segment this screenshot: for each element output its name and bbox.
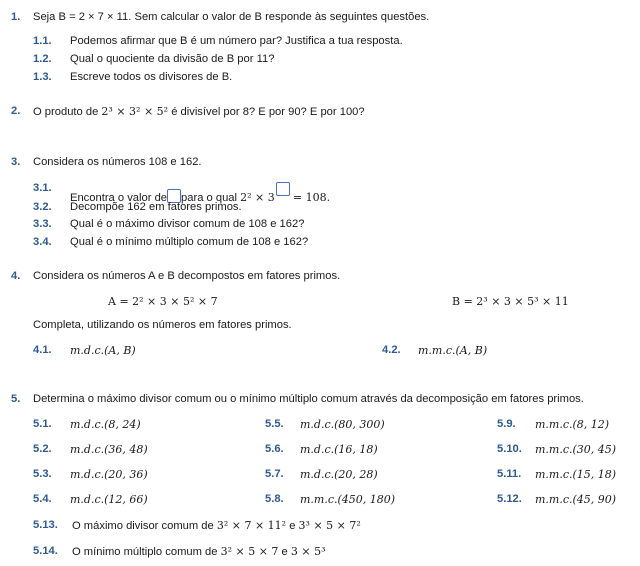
q3-1-pre: Encontra o valor de [70, 192, 168, 204]
q5-5-expr: m.d.c.(80, 300) [300, 418, 385, 431]
q1-3-number: 1.3. [33, 71, 52, 83]
q5-2-number: 5.2. [33, 443, 52, 455]
q1-1-number: 1.1. [33, 35, 52, 47]
q1-1-text: Podemos afirmar que B é um número par? Justifica a tua resposta. [70, 35, 403, 47]
q2-text [33, 105, 365, 118]
q3-2-number: 3.2. [33, 201, 52, 213]
q1-2-number: 1.2. [33, 53, 52, 65]
q1-2-text: Qual o quociente da divisão de B por 11? [70, 53, 275, 65]
q2-pre: O produto de [33, 106, 99, 118]
q3-4-number: 3.4. [33, 236, 52, 248]
q5-7-expr: m.d.c.(20, 28) [300, 468, 378, 481]
q5-13-number: 5.13. [33, 519, 58, 531]
q4-instruction: Completa, utilizando os números em fatores primos. [33, 319, 292, 331]
q5-14-text [72, 545, 326, 558]
q5-14-pre: O mínimo múltiplo comum de [72, 546, 218, 558]
q5-10-expr: m.m.c.(30, 45) [535, 443, 617, 456]
q4-number: 4. [11, 270, 21, 282]
q5-6-number: 5.6. [265, 443, 284, 455]
q2-post: é divisível por 8? E por 90? E por 100? [171, 106, 365, 118]
q5-13-text [72, 519, 361, 532]
q5-14-b: 3 × 5³ [290, 545, 326, 558]
q1-text: Seja B = 2 × 7 × 11. Sem calcular o valor de B responde às seguintes questões. [33, 11, 430, 23]
q5-13-a: 3² × 7 × 11² [216, 519, 287, 532]
q3-3-number: 3.3. [33, 218, 52, 230]
q4-equation-b: B = 2³ × 3 × 5³ × 11 [452, 295, 569, 308]
q5-14-a: 3² × 5 × 7 [220, 545, 279, 558]
q4-equation-a: A = 2² × 3 × 5² × 7 [108, 295, 218, 308]
q5-8-number: 5.8. [265, 493, 284, 505]
q5-text: Determina o máximo divisor comum ou o mínimo múltiplo comum através da decomposição em fatores primos. [33, 393, 584, 405]
q4-1-number: 4.1. [33, 344, 52, 356]
q3-text: Considera os números 108 e 162. [33, 156, 202, 168]
q4-2-number: 4.2. [382, 344, 401, 356]
q1-number: 1. [11, 11, 21, 23]
q3-1-mid: para o qual [181, 192, 238, 204]
q5-11-expr: m.m.c.(15, 18) [535, 468, 617, 481]
q3-1-number: 3.1. [33, 182, 52, 194]
q4-2-expr: m.m.c.(A, B) [418, 344, 488, 357]
q2-factors: 2³ × 3² × 5² [101, 105, 169, 118]
q5-10-number: 5.10. [497, 443, 522, 455]
q5-1-number: 5.1. [33, 418, 52, 430]
q5-2-expr: m.d.c.(36, 48) [70, 443, 148, 456]
q5-12-number: 5.12. [497, 493, 522, 505]
q5-14-number: 5.14. [33, 545, 58, 557]
q5-3-expr: m.d.c.(20, 36) [70, 468, 148, 481]
q5-3-number: 5.3. [33, 468, 52, 480]
q1 [11, 11, 20, 23]
q3-4-text: Qual é o mínimo múltiplo comum de 108 e 162? [70, 236, 309, 248]
q5-1-expr: m.d.c.(8, 24) [70, 418, 141, 431]
q5-5-number: 5.5. [265, 418, 284, 430]
q4-1-expr: m.d.c.(A, B) [70, 344, 136, 357]
q3-3-text: Qual é o máximo divisor comum de 108 e 162? [70, 218, 305, 230]
q3-number: 3. [11, 156, 21, 168]
q5-13-pre: O máximo divisor comum de [72, 520, 214, 532]
q3-1-eq: = 108. [292, 191, 331, 204]
q5-8-expr: m.m.c.(450, 180) [300, 493, 396, 506]
q5-number: 5. [11, 393, 21, 405]
q5-9-expr: m.m.c.(8, 12) [535, 418, 610, 431]
q4-text: Considera os números A e B decompostos em fatores primos. [33, 270, 341, 282]
q5-4-number: 5.4. [33, 493, 52, 505]
q5-4-expr: m.d.c.(12, 66) [70, 493, 148, 506]
q1-3-text: Escreve todos os divisores de B. [70, 71, 233, 83]
q5-13-mid: e [289, 520, 296, 532]
q5-7-number: 5.7. [265, 468, 284, 480]
q3-2-text: Decompõe 162 em fatores primos. [70, 201, 242, 213]
q3-1-expr: 2² × 3 [240, 191, 275, 204]
q5-9-number: 5.9. [497, 418, 516, 430]
q5-13-b: 3³ × 5 × 7² [298, 519, 361, 532]
q2-number: 2. [11, 105, 21, 117]
q5-6-expr: m.d.c.(16, 18) [300, 443, 378, 456]
exponent-box[interactable] [276, 182, 290, 196]
q5-14-mid: e [281, 546, 288, 558]
q5-12-expr: m.m.c.(45, 90) [535, 493, 617, 506]
q5-11-number: 5.11. [497, 468, 522, 480]
